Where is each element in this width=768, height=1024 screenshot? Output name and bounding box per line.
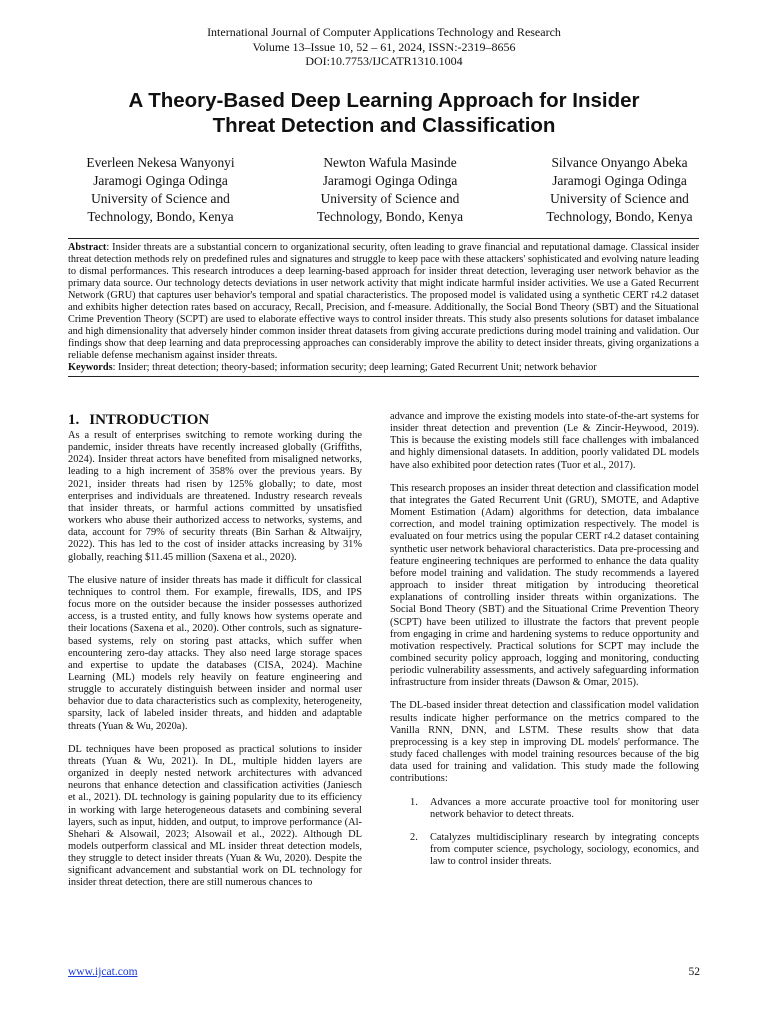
abstract-block bbox=[68, 238, 699, 377]
contribution-list bbox=[390, 797, 699, 869]
abstract bbox=[68, 242, 699, 362]
author-affiliation: University of Science and bbox=[91, 191, 230, 206]
journal-header bbox=[0, 25, 768, 69]
list-item bbox=[390, 832, 699, 868]
author-affiliation: University of Science and bbox=[550, 191, 689, 206]
author-list bbox=[48, 154, 732, 226]
list-item bbox=[390, 797, 699, 821]
journal-doi: DOI:10.7753/IJCATR1310.1004 bbox=[305, 54, 463, 68]
author-affiliation: Technology, Bondo, Kenya bbox=[546, 209, 693, 224]
author-name: Silvance Onyango Abeka bbox=[551, 155, 688, 170]
author-name: Everleen Nekesa Wanyonyi bbox=[86, 155, 235, 170]
journal-volume: Volume 13–Issue 10, 52 – 61, 2024, ISSN:-2319–8656 bbox=[252, 39, 516, 54]
page-number: 52 bbox=[688, 966, 700, 978]
abstract-label: Abstract bbox=[68, 242, 107, 253]
author-3 bbox=[507, 154, 732, 226]
author-affiliation: Jaramogi Oginga Odinga bbox=[552, 173, 687, 188]
author-affiliation: University of Science and bbox=[320, 191, 460, 206]
abstract-text: : Insider threats are a substantial concern to organizational security, often leading to grave financial and reputational damage. Classical insider threat detection methods rely on predefined rules and signatures and struggle to keep pace with these attackers' sophisticated and evolving nature leading to dismal performances. This research introduces a deep learning-based approach for insider threat detection, leveraging user network behavior as the primary data source. Our technology detects deviations in user network activity that might indicate harmful insider activities. We use a Gated Recurrent Network (GRU) that captures user behavior's temporal and spatial characteristics. The proposed model is validated using a synthetic CERT r4.2 dataset and exhibits higher detection rates based on accuracy, Recall, Precision, and f-measure. Additionally, the Social Bond Theory (SBT) and the Situational Crime Prevention Theory (SCPT) are used to elaborate effective ways to control insider threats. This study also presents solutions for dataset imbalance and high dimensionality that adversely hinder common insider threat datasets from giving accurate predictions during model training and validation. Our findings show that deep learning and data preprocessing approaches can considerably improve the ability to detect insider threats, giving organizations a reliable defense mechanism against insider threats. bbox=[68, 242, 699, 361]
journal-website-link[interactable]: www.ijcat.com bbox=[68, 966, 138, 978]
author-name: Newton Wafula Masinde bbox=[323, 155, 457, 170]
list-text: Advances a more accurate proactive tool for monitoring user network behavior to detect threats. bbox=[430, 796, 699, 820]
title-line-1: A Theory-Based Deep Learning Approach for Insider bbox=[128, 89, 640, 112]
author-affiliation: Jaramogi Oginga Odinga bbox=[93, 173, 228, 188]
body-paragraph: DL techniques have been proposed as practical solutions to insider threats (Yuan & Wu, 2021). In DL, multiple hidden layers are organized in deeply nested network architectures with advanced neurons that enhance detection and classification activities (Janiesch et al., 2021). DL technology is gaining popularity due to its efficiency in working with large heterogeneous datasets and combining several layers, such as input, hidden, and output, to improve performance (Al-Shehari & Alsowail, 2023; Alsowail et al., 2022). Although DL models outperform classical and ML insider threat detection models, they struggle to detect insider threats (Yuan & Wu, 2020). Despite the significant advancement and substantial work on DL technology for insider threat detection, there are still numerous chances to bbox=[68, 743, 362, 889]
keywords bbox=[68, 362, 699, 374]
author-affiliation: Technology, Bondo, Kenya bbox=[87, 209, 234, 224]
author-affiliation: Technology, Bondo, Kenya bbox=[316, 209, 464, 224]
left-column bbox=[68, 410, 362, 901]
body-paragraph: advance and improve the existing models into state-of-the-art systems for insider threat detection and prevention (Le & Zincir-Heywood, 2019). This is because the existing models still face challenges with imbalanced and highly dimensional datasets. In addition, poorly validated DL models have also exhibited poor detection rates (Tuor et al., 2017). bbox=[390, 411, 699, 471]
author-affiliation: Jaramogi Oginga Odinga bbox=[322, 173, 458, 188]
journal-name: International Journal of Computer Applications Technology and Research bbox=[207, 25, 561, 39]
section-number: 1. bbox=[68, 412, 80, 428]
section-heading bbox=[68, 411, 362, 429]
body-paragraph: The elusive nature of insider threats has made it difficult for classical techniques to control them. For example, firewalls, IDS, and IPS focus more on the outsider because the insider possesses authorized access, is a trusted entity, and fully knows how systems operate and their locations (Saxena et al., 2020). Other controls, such as signature-based systems, rely on storing past attacks, which suffer when encountering zero-day attacks. They also need large storage spaces and expertise to update the databases (CISA, 2024). Machine Learning (ML) models rely heavily on feature engineering and struggle to accurately distinguish between insider and normal user behavior due to data characteristics such as complexity, heterogeneity, sparsity, lack of labeled insider threats, and hidden and adaptable threats (Yuan & Wu, 2020a). bbox=[68, 574, 362, 732]
section-title: INTRODUCTION bbox=[89, 412, 210, 428]
paper-title bbox=[50, 88, 718, 138]
list-text: Catalyzes multidisciplinary research by integrating concepts from computer science, psychology, sociology, economics, and law to control insider threats. bbox=[430, 831, 699, 868]
keywords-text: : Insider; threat detection; theory-based; information security; deep learning; Gated Recurrent Unit; network behavior bbox=[112, 362, 597, 373]
body-paragraph: The DL-based insider threat detection and classification model validation results indicate higher performance on the metrics compared to the Vanilla RNN, DNN, and LSTM. These results show that data preprocessing is a key step in improving DL models' performance. The study faced challenges with model training resources because of the big data used for training and validation. This study made the following contributions: bbox=[390, 700, 699, 785]
author-2 bbox=[278, 154, 503, 226]
keywords-label: Keywords bbox=[68, 362, 113, 373]
right-column bbox=[390, 411, 699, 879]
list-number: 1. bbox=[410, 796, 418, 808]
body-paragraph: This research proposes an insider threat detection and classification model that integrates the Gated Recurrent Unit (GRU), SMOTE, and Adaptive Moment Estimation (Adam) algorithms for detection, data imbalance correction, and model training optimization respectively. The model is evaluated on four metrics using the popular CERT r4.2 dataset containing synthetic user network behavioral characteristics. Data pre-processing and feature engineering techniques are performed to enhance the data quality before model training and validation. The study recommends a layered approach to insider threat mitigation by introducing theoretical explanations of controlling insider threats within organizations. The Social Bond Theory (SBT) and the Situational Crime Prevention Theory (SCPT) have been utilized to illustrate the factors that prevent people from engaging in crime and hardening systems to reduce opportunity and motivation respectively. Practical solutions for SCPT may include the combined security policy approach, logging and monitoring, conducting periodic vulnerability assessments, and actively safeguarding information infrastructure from insider threats (Dawson & Omar, 2015). bbox=[390, 482, 700, 689]
list-number: 2. bbox=[410, 831, 418, 843]
body-paragraph: As a result of enterprises switching to remote working during the pandemic, insider threats have recently increased globally (Griffiths, 2024). Insider threat actors have benefited from misaligned networks, leading to a high increment of 358% over the previous years. By 2021, insider threats had risen by 125% globally; to date, most enterprises and individuals are threatened. Industry research reveals that insider threats, or harmful actions committed by unsatisfied workers who abuse their authorized access to networks, systems, and data, account for 79% of security threats (Bin Sarhan & Altwaijry, 2022). This has led to the cost of insider attacks increasing by 31% globally, reaching $11.45 million (Saxena et al., 2020). bbox=[68, 430, 362, 563]
title-line-2: Threat Detection and Classification bbox=[212, 114, 556, 137]
author-1 bbox=[48, 154, 273, 226]
